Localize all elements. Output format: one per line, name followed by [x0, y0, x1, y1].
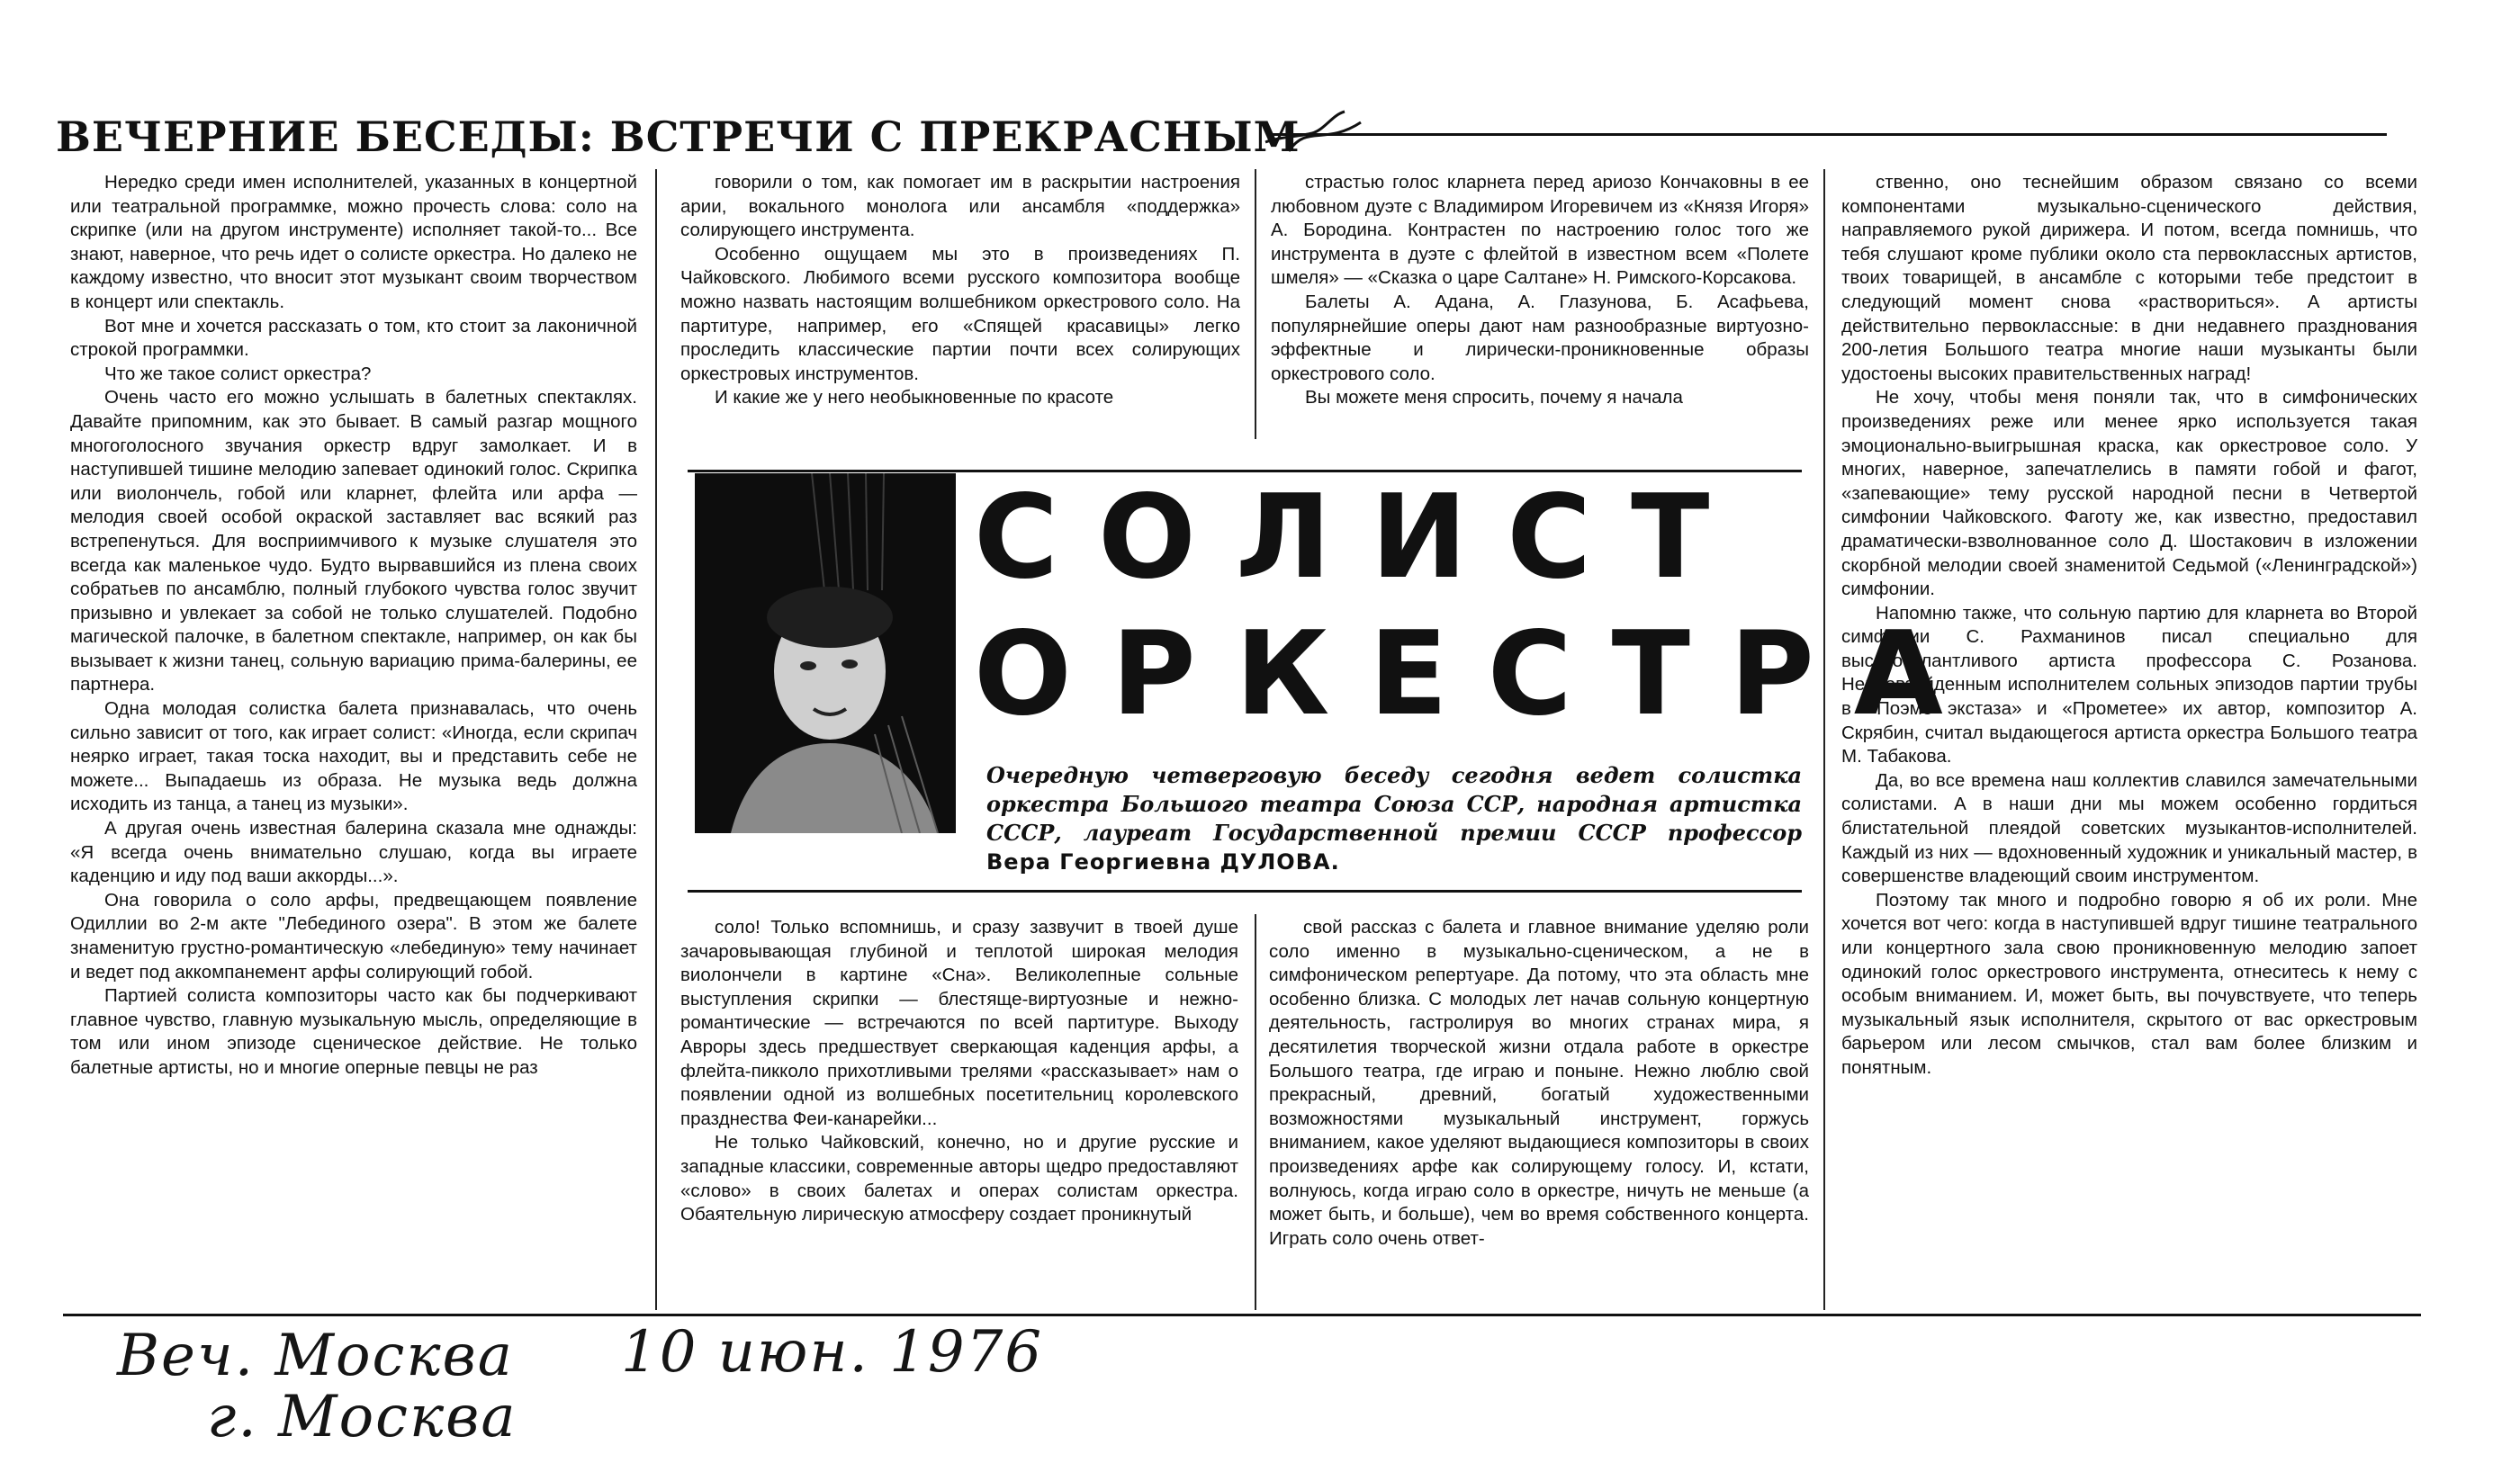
- paragraph: Да, во все времена наш коллектив славился замечательными солистами. А в наши дни мы можем особенно гордиться блистательной плеядой советских музыкантов-исполнителей. Каждый из них — вдохновенный художник и уникальный мастер, в совершенстве владеющий своим инструментом.: [1841, 769, 2417, 887]
- paragraph: соло! Только вспомнишь, и сразу зазвучит в твоей душе зачаровывающая глубиной и теплотой широкая мелодия виолончели в картине «Сна». Великолепные сольные выступления скрипки — блестяще-виртуозные и нежно-романтические — встречаются по всей партитуре. Выходу Авроры здесь предшествует сверкающая каденция арфы, а флейта-пикколо прихотливыми трелями «рассказывает» нам о появлении одной из волшебных посетительниц королевского празднества Феи-канарейки...: [680, 917, 1238, 1129]
- paragraph: Что же такое солист оркестра?: [104, 363, 372, 384]
- paragraph: И какие же у него необыкновенные по красоте: [715, 387, 1114, 408]
- paragraph: Очень часто его можно услышать в балетных спектаклях. Давайте припомним, как это бывает. В самый разгар мощного многоголосного звучания оркестр вдруг замолкает. И в наступившей тишине мелодию запевает одинокий голос. Скрипка или виолончель, гобой или кларнет, флейта или арфа — мелодия своей особой окраской заставляет вас всякий раз встрепенуться. Для восприимчивого к музыке слушателя это всегда как маленькое чудо. Будто вырвавшийся из плена своих собратьев по ансамблю, полный глубокого чувства голос звучит призывно и увлекает за собой не только слушателей. Подобно магической палочке, в балетном спектакле, например, он как бы вызывает к жизни танец, сольную вариацию прима-балерины, ее партнера.: [70, 387, 637, 696]
- handwritten-date: 10 июн. 1976: [621, 1319, 1044, 1386]
- article-column-2-bottom: [680, 916, 1238, 1308]
- paragraph: А другая очень известная балерина сказала мне однажды: «Я всегда очень внимательно слушаю, когда вы играете каденцию и иду под ваши аккорды...».: [70, 818, 637, 887]
- column-rule: [1255, 169, 1256, 439]
- article-column-3-bottom: [1269, 916, 1809, 1308]
- headline-title-line-1: СОЛИСТ: [974, 471, 1750, 605]
- paragraph: страстью голос кларнета перед ариозо Кончаковны в ее любовном дуэте с Владимиром Игоревичем из «Князя Игоря» А. Бородина. Контрастен по настроению голос того же инструмента в дуэте с флейтой в известном всем «Полете шмеля» — «Сказка о царе Салтане» Н. Римского-Корсакова.: [1271, 172, 1809, 289]
- lead-author: Вера Георгиевна ДУЛОВА.: [986, 849, 1340, 875]
- article-column-2-top: [680, 171, 1240, 437]
- paragraph: Она говорила о соло арфы, предвещающем появление Одиллии во 2-м акте "Лебединого озера". В этом же балете знаменитую грустно-романтическую «лебединую» тему начинает и ведет под аккомпанемент арфы солирующий гобой.: [70, 889, 637, 983]
- paragraph: Напомню также, что сольную партию для кларнета во Второй симфонии С. Рахманинов писал специально для высокоталантливого артиста профессора С. Розанова. Непревзойденным исполнителем сольных эпизодов партии трубы в «Поэме экстаза» и «Прометее» их автор, композитор А. Скрябин, считал выдающегося артиста оркестра Большого театра М. Табакова.: [1841, 602, 2417, 767]
- top-rule: [1271, 133, 2387, 136]
- paragraph: говорили о том, как помогает им в раскрытии настроения арии, вокального монолога или ансамбля «поддержка» солирующего инструмента.: [680, 172, 1240, 241]
- paragraph: Поэтому так много и подробно говорю я об их роли. Мне хочется вот чего: когда в наступившей вдруг тишине театрального или концертного зала свою проникновенную мелодию запоет одинокий голос оркестрового инструмента, отнеситесь к нему с особым вниманием. И, может быть, вы почувствуете, что теперь музыкальный язык исполнителя, скрытого от вас оркестровым барьером или лесом смычков, стал вам более близким и понятным.: [1841, 889, 2417, 1078]
- paragraph: Одна молодая солистка балета признавалась, что очень сильно зависит от того, как играет солист: «Иногда, если скрипач неярко играет, такая тоска находит, вы и представить себе не можете... Выпадаешь из образа. Не музыка ведь должна исходить из танца, а танец из музыки».: [70, 698, 637, 815]
- article-column-1: [70, 171, 637, 1309]
- headline-title-line-2: ОРКЕСТРА: [974, 607, 1983, 741]
- handwritten-city: г. Москва: [207, 1384, 518, 1450]
- bottom-rule: [63, 1314, 2421, 1316]
- column-rule: [1255, 914, 1256, 1310]
- paragraph: свой рассказ с балета и главное внимание уделяю роли соло именно в музыкально-сценическом, а не в симфоническом репертуаре. Да потому, что эта область мне особенно близка. С молодых лет начав сольную концертную деятельность, гастролируя во многих странах мира, я десятилетия творческой жизни отдала работе в оркестре Большого театра, где играю и поныне. Нежно люблю свой прекрасный, древний, богатый художественными возможностями музыкальный инструмент, горжусь вниманием, какое уделяют выдающиеся композиторы в своих произведениях арфе как солирующему голосу. И, кстати, волнуюсь, когда играю соло в оркестре, ничуть не меньше (а может быть, и больше), чем во время собственного концерта. Играть соло очень ответ-: [1269, 917, 1809, 1249]
- paragraph: Вот мне и хочется рассказать о том, кто стоит за лаконичной строкой программки.: [70, 315, 637, 361]
- paragraph: Балеты А. Адана, А. Глазунова, Б. Асафьева, популярнейшие оперы дают нам разнообразные виртуозно-эффектные и лирически-проникновенные образы оркестрового соло.: [1271, 291, 1809, 384]
- paragraph: Вы можете меня спросить, почему я начала: [1305, 387, 1683, 408]
- portrait-photo: [695, 473, 956, 833]
- pen-scribble-icon: [1262, 106, 1370, 160]
- article-column-3-top: [1271, 171, 1809, 437]
- paragraph: Особенно ощущаем мы это в произведениях П. Чайковского. Любимого всеми русского композитора вообще можно назвать настоящим волшебником оркестрового соло. На партитуре, например, его «Спящей красавицы» легко проследить классические партии почти всех солирующих оркестровых инструментов.: [680, 243, 1240, 384]
- paragraph: Не хочу, чтобы меня поняли так, что в симфонических произведениях реже или менее ярко используется такая эмоционально-выигрышная краска, как оркестровое соло. У многих, наверное, запечатлелись в памяти гобой и фагот, «запевающие» тему русской народной песни в Четвертой симфонии Чайковского. Фаготу же, как известно, предоставил драматически-взволнованное соло Д. Шостакович в изложении скорбной мелодии своей знаменитой Седьмой («Ленинградской») симфонии.: [1841, 387, 2417, 600]
- lead-text: Очередную четверговую беседу сегодня ведет солистка оркестра Большого театра Союза ССР, народная артистка СССР, лауреат Государственной премии СССР профессор: [986, 762, 1802, 846]
- column-rule: [655, 169, 657, 1310]
- paragraph: Партией солиста композиторы часто как бы подчеркивают главное чувство, главную музыкальную мысль, определяющие в том или ином эпизоде сценическое действие. Не только балетные артисты, но и многие оперные певцы не раз: [70, 985, 637, 1078]
- paragraph: ственно, оно теснейшим образом связано со всеми компонентами музыкально-сценического действия, направляемого рукой дирижера. И потом, всегда помнишь, что тебя слушают кроме публики около ста первоклассных артистов, твоих товарищей, в ансамбле с которыми тебе предстоит в следующий момент снова «раствориться». А артисты действительно первоклассные: в дни недавнего празднования 200-летия Большого театра многие наши музыканты были удостоены высоких правительственных наград!: [1841, 172, 2417, 384]
- handwritten-source: Веч. Москва: [117, 1323, 514, 1389]
- paragraph: Нередко среди имен исполнителей, указанных в концертной или театральной программке, можно прочесть слова: соло на скрипке (или на другом инструменте) исполняет такой-то... Все знают, наверное, что речь идет о солисте оркестра. Но далеко не каждому известно, что вносит этот музыкант своим творчеством в концерт или спектакль.: [70, 172, 637, 312]
- rubric-heading: ВЕЧЕРНИЕ БЕСЕДЫ: ВСТРЕЧИ С ПРЕКРАСНЫМ: [56, 112, 1300, 161]
- lead-paragraph: [986, 761, 1802, 876]
- paragraph: Не только Чайковский, конечно, но и другие русские и западные классики, современные авторы щедро предоставляют «слово» в своих балетах и операх солистам оркестра. Обаятельную лирическую атмосферу создает проникнутый: [680, 1132, 1238, 1225]
